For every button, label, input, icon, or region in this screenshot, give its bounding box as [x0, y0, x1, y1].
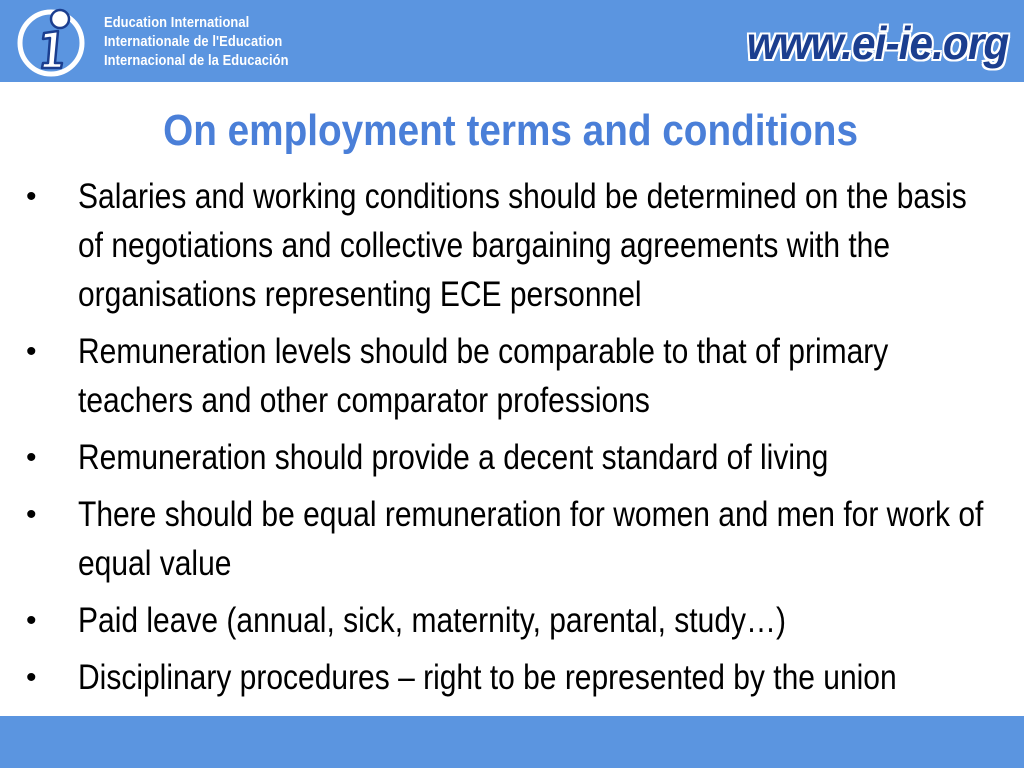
bullet-icon: • [26, 498, 37, 531]
org-name-french: Internationale de l'Education [104, 33, 283, 50]
slide-title: On employment terms and conditions [163, 106, 859, 155]
header-bar [0, 0, 1024, 82]
bullet-item [0, 172, 1024, 319]
bullet-item [0, 653, 1024, 702]
bullet-icon: • [26, 661, 37, 694]
bullet-item [0, 327, 1024, 425]
bullet-icon: • [26, 335, 37, 368]
footer-bar [0, 716, 1024, 768]
bullet-text: Remuneration levels should be comparable to that of primary teachers and other comparator professions [78, 332, 889, 420]
bullet-icon: • [26, 604, 37, 637]
bullet-list [0, 172, 1024, 710]
website-url[interactable]: www.ei-ie.org [746, 17, 1008, 69]
bullet-item [0, 433, 1024, 482]
org-name-spanish: Internacional de la Educación [104, 52, 289, 69]
ei-logo-icon [14, 5, 88, 77]
bullet-text: Disciplinary procedures – right to be represented by the union [78, 658, 897, 697]
org-name-english: Education International [104, 14, 250, 31]
bullet-text: Paid leave (annual, sick, maternity, parental, study…) [78, 601, 786, 640]
bullet-text: Salaries and working conditions should be determined on the basis of negotiations and collective bargaining agreements with the organisations representing ECE personnel [78, 177, 967, 314]
organization-names [104, 13, 289, 70]
bullet-item [0, 596, 1024, 645]
bullet-icon: • [26, 180, 37, 213]
bullet-icon: • [26, 441, 37, 474]
bullet-item [0, 490, 1024, 588]
bullet-text: There should be equal remuneration for women and men for work of equal value [78, 495, 984, 583]
bullet-text: Remuneration should provide a decent standard of living [78, 438, 829, 477]
